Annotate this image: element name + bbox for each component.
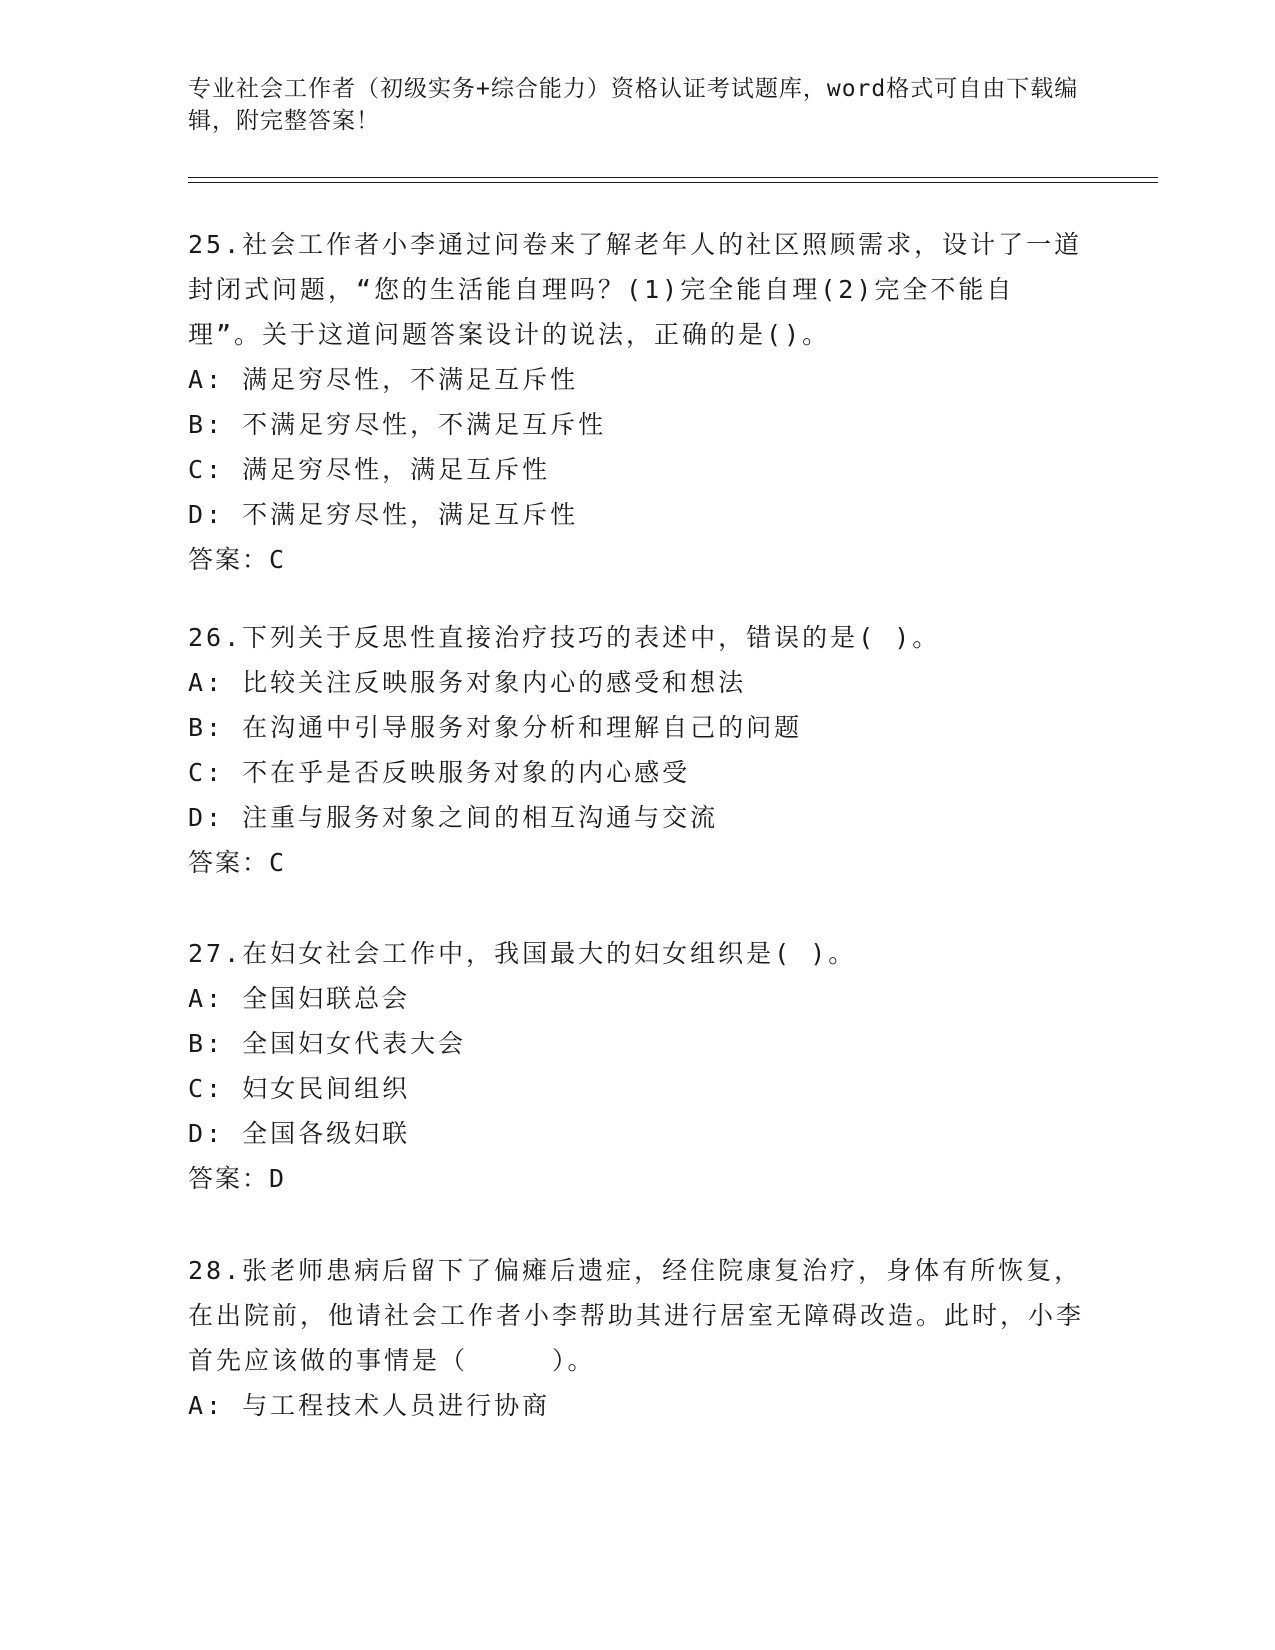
answer [188, 537, 1088, 582]
answer [188, 840, 1088, 885]
option-a [188, 976, 1088, 1021]
option-key: A: [188, 1391, 225, 1420]
header-divider-top [188, 177, 1158, 178]
document-header: 专业社会工作者（初级实务+综合能力）资格认证考试题库，word格式可自由下载编辑，附完整答案！ [188, 76, 1079, 134]
option-d [188, 492, 1088, 537]
option-key: C: [188, 758, 225, 787]
option-b [188, 705, 1088, 750]
option-key: C: [188, 1074, 225, 1103]
option-d [188, 1111, 1088, 1156]
option-text: 满足穷尽性，满足互斥性 [242, 455, 551, 484]
option-c [188, 447, 1088, 492]
answer-label: 答案： [188, 545, 270, 574]
answer-label: 答案： [188, 1164, 270, 1193]
option-key: D: [188, 1119, 225, 1148]
option-key: B: [188, 410, 225, 439]
option-text: 比较关注反映服务对象内心的感受和想法 [242, 668, 747, 697]
option-text: 满足穷尽性，不满足互斥性 [242, 365, 579, 394]
option-b [188, 402, 1088, 447]
option-text: 注重与服务对象之间的相互沟通与交流 [242, 803, 719, 832]
option-text: 不在乎是否反映服务对象的内心感受 [242, 758, 691, 787]
option-a [188, 1383, 1088, 1428]
option-key: D: [188, 803, 225, 832]
option-text: 在沟通中引导服务对象分析和理解自己的问题 [242, 713, 803, 742]
answer-label: 答案： [188, 848, 270, 877]
question-25 [188, 222, 1088, 582]
question-28 [188, 1248, 1088, 1428]
option-text: 不满足穷尽性，不满足互斥性 [242, 410, 607, 439]
question-stem: 26.下列关于反思性直接治疗技巧的表述中，错误的是( )。 [188, 623, 941, 652]
answer [188, 1156, 1088, 1201]
header-divider-bottom [188, 182, 1158, 183]
option-c [188, 1066, 1088, 1111]
question-stem: 27.在妇女社会工作中，我国最大的妇女组织是( )。 [188, 939, 857, 968]
option-key: A: [188, 365, 225, 394]
option-b [188, 1021, 1088, 1066]
option-c [188, 750, 1088, 795]
answer-value: D [269, 1164, 287, 1193]
option-key: A: [188, 668, 225, 697]
option-key: A: [188, 984, 225, 1013]
question-27 [188, 931, 1088, 1201]
answer-value: C [269, 848, 287, 877]
option-key: D: [188, 500, 225, 529]
option-text: 不满足穷尽性，满足互斥性 [242, 500, 579, 529]
question-26 [188, 615, 1088, 885]
option-text: 全国各级妇联 [242, 1119, 411, 1148]
question-stem: 28.张老师患病后留下了偏瘫后遗症，经住院康复治疗，身体有所恢复，在出院前，他请社会工作者小李帮助其进行居室无障碍改造。此时，小李首先应该做的事情是（ ）。 [188, 1256, 1085, 1375]
option-text: 妇女民间组织 [242, 1074, 411, 1103]
option-text: 与工程技术人员进行协商 [242, 1391, 551, 1420]
option-a [188, 357, 1088, 402]
option-key: B: [188, 713, 225, 742]
option-key: C: [188, 455, 225, 484]
option-text: 全国妇联总会 [242, 984, 411, 1013]
option-key: B: [188, 1029, 225, 1058]
option-a [188, 660, 1088, 705]
option-text: 全国妇女代表大会 [242, 1029, 467, 1058]
question-stem: 25.社会工作者小李通过问卷来了解老年人的社区照顾需求，设计了一道封闭式问题，“您的生活能自理吗？(1)完全能自理(2)完全不能自理”。关于这道问题答案设计的说法，正确的是()。 [188, 230, 1083, 349]
option-d [188, 795, 1088, 840]
answer-value: C [269, 545, 287, 574]
